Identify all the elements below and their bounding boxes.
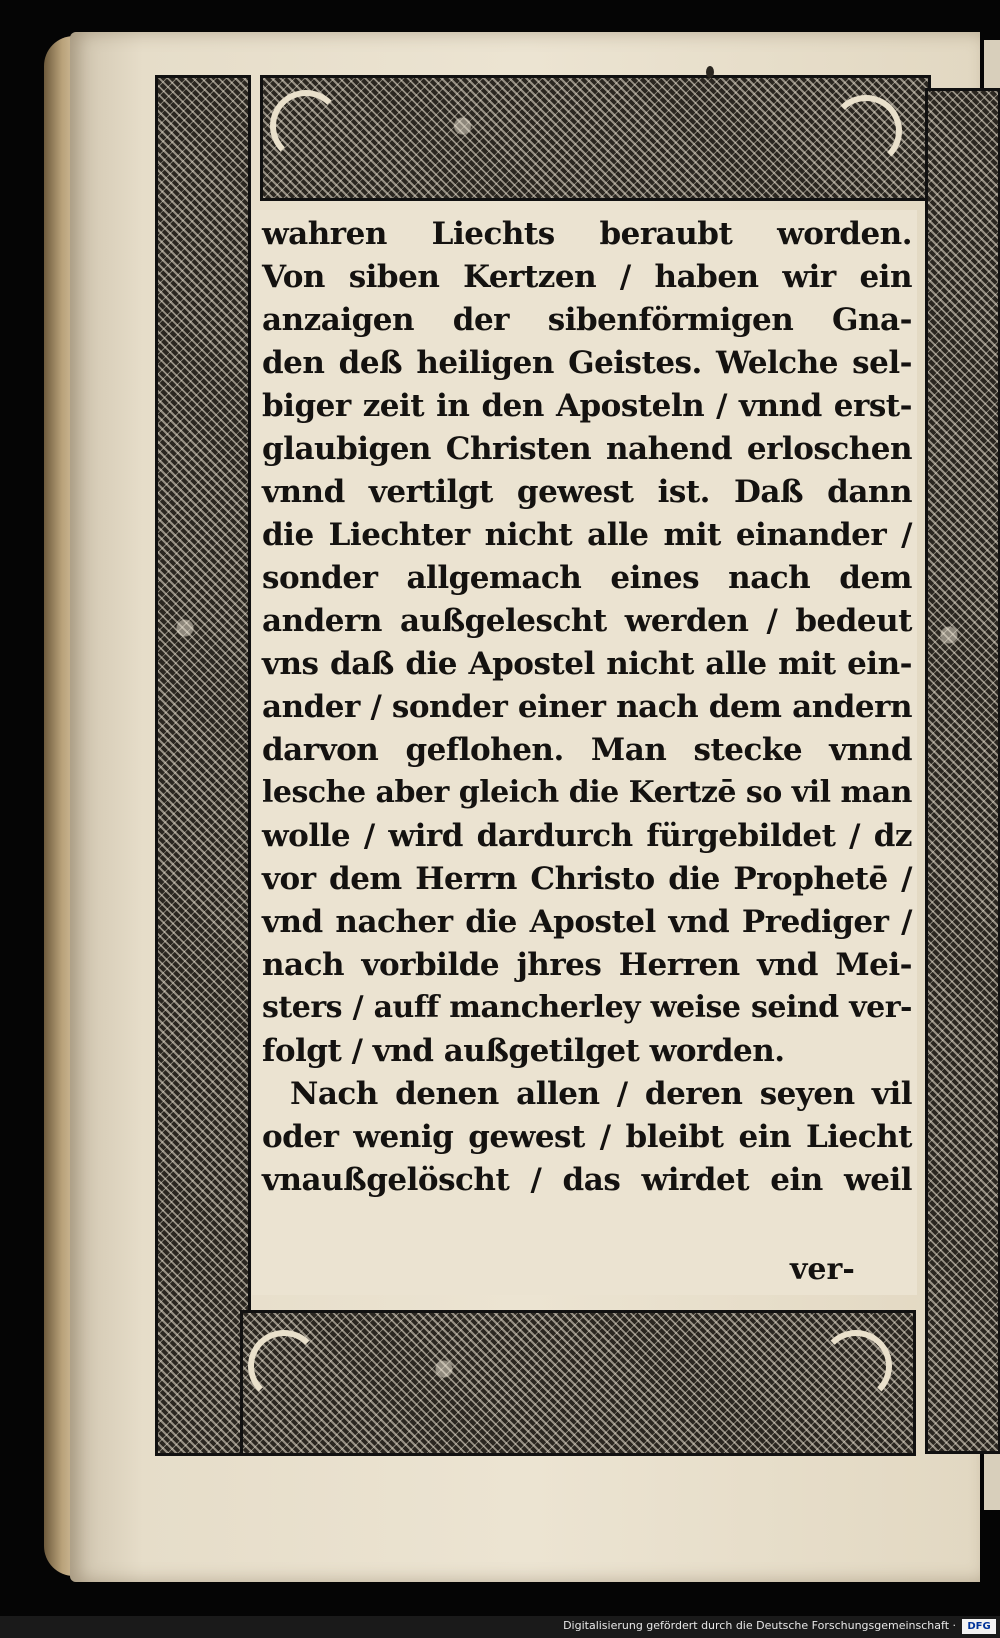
text-line: folgt / vnd außgetilget worden.	[262, 1033, 785, 1069]
text-line: vor dem Herrn Christo die Prophetē /	[262, 861, 912, 897]
text-line: wolle / wird dardurch fürgebildet / dz	[262, 818, 912, 854]
footer-credit: Digitalisierung gefördert durch die Deutsche Forschungsgemeinschaft ·	[563, 1619, 956, 1632]
footer-bar	[0, 1616, 1000, 1638]
woodcut-border-left	[155, 75, 251, 1456]
text-line: die Liechter nicht alle mit einander /	[262, 517, 912, 553]
scroll-ornament	[270, 90, 342, 162]
text-line: ander / sonder einer nach dem andern	[262, 689, 912, 725]
text-line: sters / auff mancherley weise seind ver-	[262, 990, 912, 1025]
text-line: Von siben Kertzen / haben wir ein	[262, 259, 912, 295]
text-line: darvon geflohen. Man stecke vnnd	[262, 732, 912, 768]
text-line: vnnd vertilgt gewest ist. Daß dann	[262, 474, 912, 510]
text-line: wahren Liechts beraubt worden.	[262, 216, 912, 252]
text-line: vns daß die Apostel nicht alle mit ein-	[262, 646, 912, 682]
woodcut-border-right	[925, 88, 1000, 1454]
catchword: ver-	[790, 1252, 855, 1287]
text-line: nach vorbilde jhres Herren vnd Mei-	[262, 947, 912, 983]
text-line: Nach denen allen / deren seyen vil	[290, 1076, 912, 1112]
text-line: glaubigen Christen nahend erloschen	[262, 431, 912, 467]
text-line: oder wenig gewest / bleibt ein Liecht	[262, 1119, 912, 1155]
text-line: andern außgelescht werden / bedeut	[262, 603, 912, 639]
woodcut-border-bottom	[240, 1310, 916, 1456]
scroll-ornament	[830, 95, 902, 167]
text-line: anzaigen der sibenförmigen Gna-	[262, 302, 912, 338]
dfg-logo-icon: DFG	[962, 1619, 996, 1634]
text-line: sonder allgemach eines nach dem	[262, 560, 912, 596]
text-line: vnd nacher die Apostel vnd Prediger /	[262, 904, 912, 940]
text-line: lesche aber gleich die Kertzē so vil man	[262, 775, 912, 810]
text-line: biger zeit in den Aposteln / vnnd erst-	[262, 388, 912, 424]
ink-mark	[706, 66, 714, 78]
scroll-ornament	[248, 1330, 320, 1402]
scroll-ornament	[820, 1330, 892, 1402]
text-line: vnaußgelöscht / das wirdet ein weil	[262, 1162, 912, 1198]
text-line: den deß heiligen Geistes. Welche sel-	[262, 345, 912, 381]
